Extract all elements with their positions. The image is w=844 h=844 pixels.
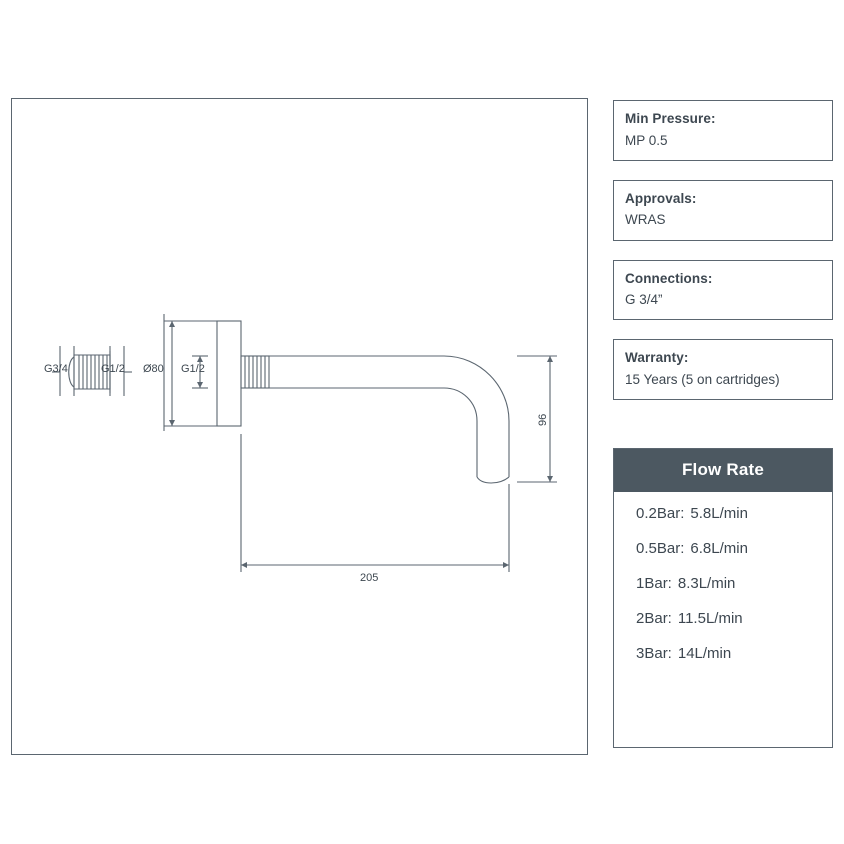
technical-drawing-panel bbox=[11, 98, 588, 755]
tap-technical-drawing bbox=[12, 99, 587, 754]
spec-value-min-pressure: MP 0.5 bbox=[625, 132, 668, 148]
dim-label-thread-left-inner: G1/2 bbox=[101, 363, 125, 375]
flow-rate-pressure: 1Bar: bbox=[636, 575, 672, 592]
dim-label-projection: 205 bbox=[360, 572, 379, 584]
flow-rate-pressure: 0.2Bar: bbox=[636, 505, 685, 522]
spec-box-approvals bbox=[613, 180, 833, 241]
spec-box-connections bbox=[613, 260, 833, 321]
spec-label-approvals: Approvals: bbox=[625, 190, 697, 206]
connector-nose bbox=[69, 357, 74, 387]
flow-rate-pressure: 2Bar: bbox=[636, 610, 672, 627]
spec-label-connections: Connections: bbox=[625, 270, 713, 286]
spec-box-min-pressure bbox=[613, 100, 833, 161]
flow-rate-row bbox=[636, 611, 832, 626]
flow-rate-title: Flow Rate bbox=[614, 449, 832, 492]
spout-outer bbox=[269, 356, 509, 477]
dim-label-body-thread: G1/2 bbox=[181, 363, 205, 375]
dim-label-flange-diameter: Ø80 bbox=[143, 363, 164, 375]
spec-list bbox=[613, 100, 833, 419]
flow-rate-value: 8.3L/min bbox=[677, 575, 736, 592]
spout-inner bbox=[269, 388, 477, 477]
flow-rate-pressure: 3Bar: bbox=[636, 645, 672, 662]
spec-value-warranty: 15 Years (5 on cartridges) bbox=[625, 372, 780, 387]
wall-flange bbox=[217, 321, 241, 426]
flow-rate-rows bbox=[614, 492, 832, 661]
flow-rate-card bbox=[613, 448, 833, 748]
dim-label-thread-left-outer: G3/4 bbox=[44, 363, 68, 375]
spec-value-approvals: WRAS bbox=[625, 212, 666, 228]
dim-label-height: 96 bbox=[537, 413, 549, 426]
flow-rate-value: 11.5L/min bbox=[677, 610, 743, 627]
flow-rate-row bbox=[636, 576, 832, 591]
spec-value-connections: G 3/4” bbox=[625, 292, 663, 308]
flow-rate-value: 5.8L/min bbox=[690, 505, 748, 522]
spout-outlet bbox=[477, 477, 509, 483]
spec-label-warranty: Warranty: bbox=[625, 350, 689, 366]
flow-rate-value: 6.8L/min bbox=[690, 540, 748, 557]
flow-rate-value: 14L/min bbox=[677, 645, 732, 662]
flow-rate-row bbox=[636, 541, 832, 556]
flow-rate-row bbox=[636, 506, 832, 521]
spec-box-warranty bbox=[613, 339, 833, 400]
spec-label-min-pressure: Min Pressure: bbox=[625, 111, 716, 126]
flow-rate-row bbox=[636, 646, 832, 661]
flow-rate-pressure: 0.5Bar: bbox=[636, 540, 685, 557]
